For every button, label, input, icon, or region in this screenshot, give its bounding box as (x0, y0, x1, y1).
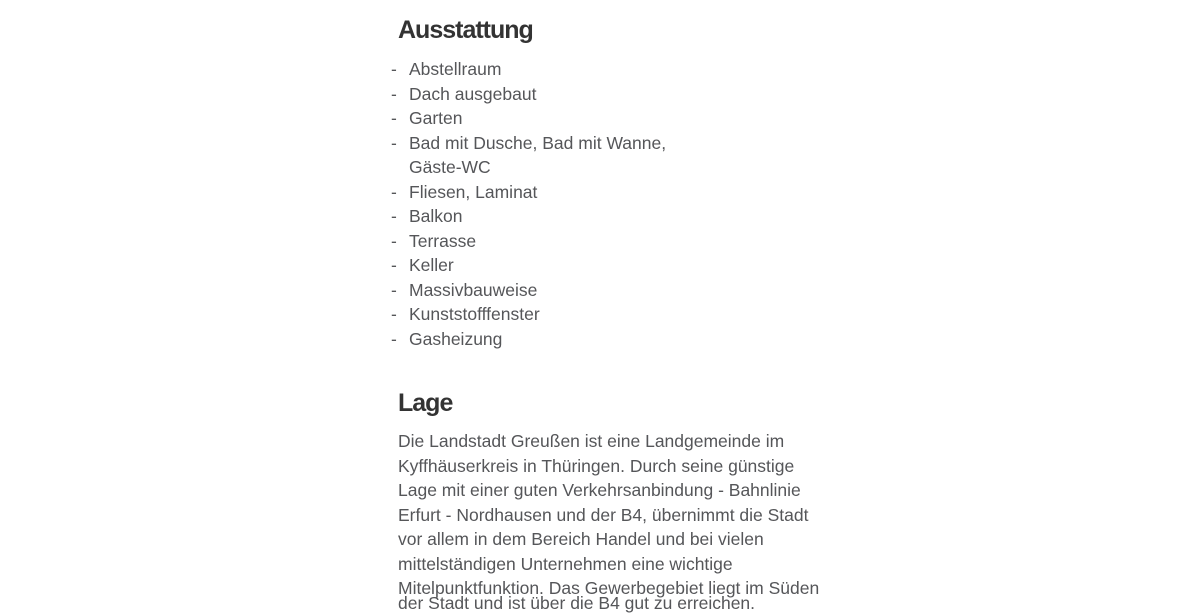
feature-list-item-text: Gasheizung (409, 328, 503, 349)
paragraph-line: Kyffhäuserkreis in Thüringen. Durch seine günstige (398, 455, 795, 476)
location-paragraph (398, 429, 858, 601)
paragraph-line: Lage mit einer guten Verkehrsanbindung - Bahnlinie (398, 480, 801, 500)
feature-list-item (391, 327, 691, 352)
feature-list-item (391, 204, 691, 229)
paragraph-line: Erfurt - Nordhausen und der B4, übernimmt die Stadt (398, 504, 809, 525)
list-dash: - (391, 304, 397, 324)
feature-list-item (391, 106, 691, 131)
feature-list-item (391, 278, 691, 303)
feature-list-item-text: Massivbauweise (409, 279, 538, 300)
clipped-text-line: der Stadt und ist über die B4 gut zu erreichen. (398, 593, 756, 613)
feature-list-item (391, 253, 691, 278)
list-dash: - (391, 279, 397, 300)
feature-list-item (391, 82, 691, 107)
features-list (391, 57, 691, 351)
feature-list-item (391, 57, 691, 82)
ausstattung-heading: Ausstattung (398, 16, 533, 44)
paragraph-line: Mitelpunktfunktion. Das Gewerbegebiet liegt im Süden (398, 578, 820, 598)
paragraph-line: mittelständigen Unternehmen eine wichtige (398, 553, 733, 574)
list-dash: - (391, 230, 397, 251)
paragraph-line: Die Landstadt Greußen ist eine Landgemeinde im (398, 431, 785, 451)
list-dash: - (391, 328, 397, 349)
feature-list-item-text: Balkon (409, 206, 463, 226)
list-dash: - (391, 206, 397, 226)
feature-list-item (391, 131, 691, 180)
feature-list-item-text: Terrasse (409, 230, 477, 251)
list-dash: - (391, 59, 397, 79)
feature-list-item-text: Dach ausgebaut (409, 83, 537, 104)
feature-list-item-text: Kunststofffenster (409, 304, 540, 324)
feature-list-item (391, 180, 691, 205)
feature-list-item-text: Garten (409, 108, 463, 128)
list-dash: - (391, 108, 397, 128)
listing-description-section (391, 0, 858, 613)
feature-list-item (391, 302, 691, 327)
list-dash: - (391, 83, 397, 104)
feature-list-item-text: Fliesen, Laminat (409, 181, 538, 202)
paragraph-line: vor allem in dem Bereich Handel und bei vielen (398, 529, 764, 549)
lage-heading: Lage (398, 389, 453, 417)
feature-list-item (391, 229, 691, 254)
list-dash: - (391, 132, 397, 153)
feature-list-item-text: Bad mit Dusche, Bad mit Wanne, Gäste-WC (409, 132, 667, 177)
list-dash: - (391, 181, 397, 202)
list-dash: - (391, 255, 397, 275)
feature-list-item-text: Keller (409, 255, 454, 275)
feature-list-item-text: Abstellraum (409, 59, 502, 79)
